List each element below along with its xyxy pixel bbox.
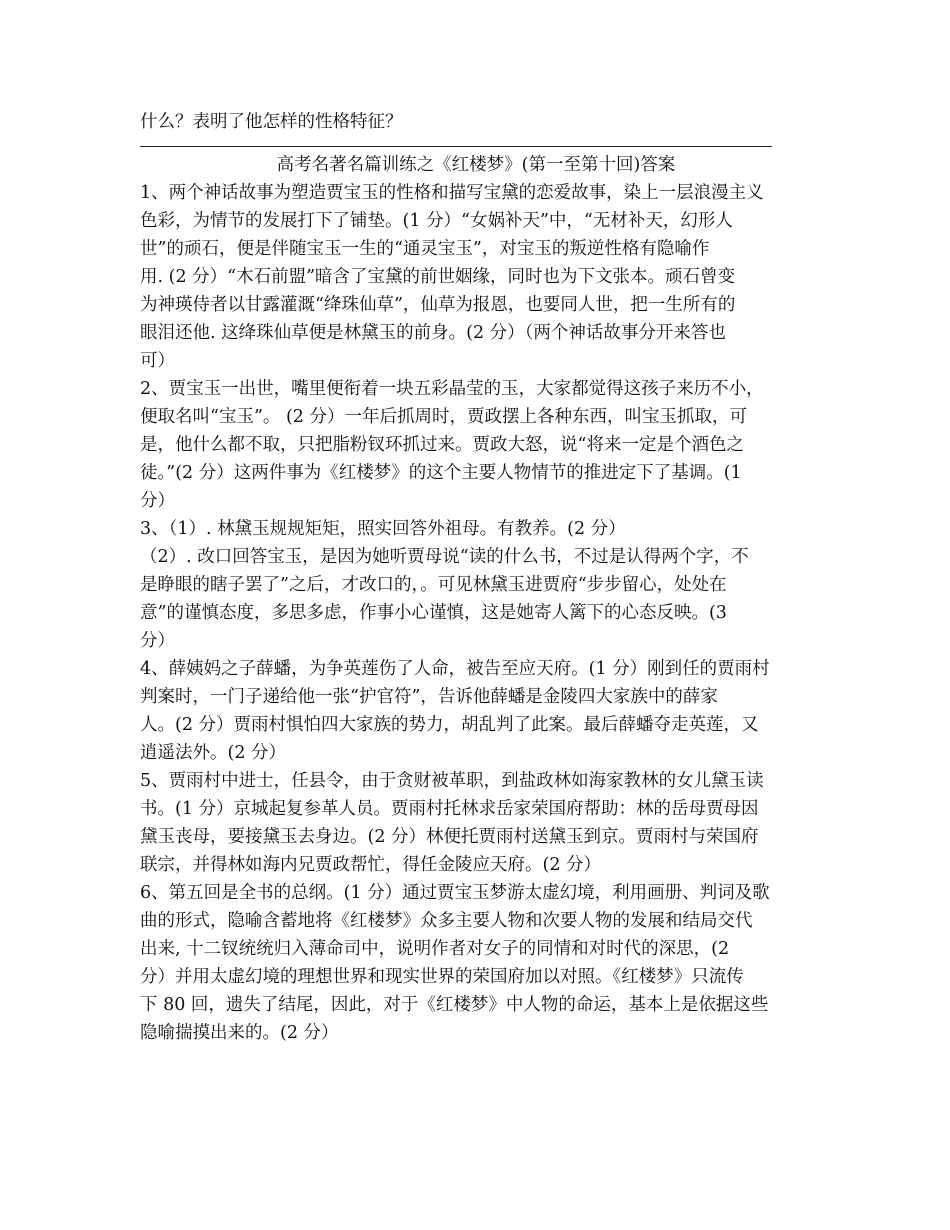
answer-6-line-2: 曲的形式，隐喻含蓄地将《红楼梦》众多主要人物和次要人物的发展和结局交代	[140, 911, 753, 931]
answer-2-line-1: 2、贾宝玉一出世，嘴里便衔着一块五彩晶莹的玉，大家都觉得这孩子来历不小，	[140, 379, 764, 399]
answer-3-line-1: 3、（1）. 林黛玉规规矩矩，照实回答外祖母。有教养。(2 分）	[140, 519, 626, 539]
answer-6-line-6: 隐喻揣摸出来的。(2 分）	[140, 1023, 339, 1043]
answer-4-line-2: 判案时，一门子递给他一张“护官符”，告诉他薛蟠是金陵四大家族中的薛家	[140, 687, 718, 707]
answer-1-line-3: 世”的顽石，便是伴随宝玉一生的“通灵宝玉”，对宝玉的叛逆性格有隐喻作	[140, 239, 710, 259]
answer-5-line-2: 书。(1 分）京城起复参革人员。贾雨村托林求岳家荣国府帮助：林的岳母贾母因	[140, 799, 759, 819]
answer-1-line-6: 眼泪还他. 这绛珠仙草便是林黛玉的前身。(2 分）（两个神话故事分开来答也	[140, 323, 726, 343]
answer-2-line-2: 便取名叫“宝玉”。 (2 分）一年后抓周时，贾政摆上各种东西，叫宝玉抓取，可	[140, 407, 747, 427]
answer-4-line-1: 4、薛姨妈之子薛蟠，为争英莲伤了人命，被告至应天府。(1 分）刚到任的贾雨村	[140, 659, 770, 679]
question-tail: 什么？表明了他怎样的性格特征？	[140, 112, 403, 132]
answer-2-line-5: 分）	[140, 491, 175, 511]
document-body	[140, 108, 812, 1047]
answer-6-line-5: 下 80 回，遗失了结尾，因此，对于《红楼梦》中人物的命运，基本上是依据这些	[140, 995, 769, 1015]
answer-3-line-2: （2）. 改口回答宝玉，是因为她听贾母说“读的什么书，不过是认得两个字，不	[140, 547, 749, 567]
answer-3-line-4: 意”的谨慎态度，多思多虑，作事小心谨慎，这是她寄人篱下的心态反映。(3	[140, 603, 727, 623]
answer-4-line-4: 逍遥法外。(2 分）	[140, 743, 287, 763]
answer-5-line-3: 黛玉丧母，要接黛玉去身边。(2 分）林便托贾雨村送黛玉到京。贾雨村与荣国府	[140, 827, 759, 847]
answer-4-line-3: 人。(2 分）贾雨村惧怕四大家族的势力，胡乱判了此案。最后薛蟠夺走英莲，又	[140, 715, 759, 735]
answer-1-line-5: 为神瑛侍者以甘露灌溉“绛珠仙草”，仙草为报恩，也要同人世，把一生所有的	[140, 295, 736, 315]
answer-1-line-7: 可）	[140, 351, 175, 371]
answer-1-line-1: 1、两个神话故事为塑造贾宝玉的性格和描写宝黛的恋爱故事，染上一层浪漫主义	[140, 183, 764, 203]
answer-line-rule	[140, 146, 772, 147]
answer-6-line-3: 出来, 十二钗统统归入薄命司中，说明作者对女子的同情和对时代的深思，(2	[140, 939, 730, 959]
answer-6-line-4: 分）并用太虚幻境的理想世界和现实世界的荣国府加以对照。《红楼梦》只流传	[140, 967, 744, 987]
answer-2	[140, 375, 812, 515]
answer-5	[140, 767, 812, 879]
answer-title: 高考名著名篇训练之《红楼梦》(第一至第十回)答案	[276, 155, 676, 175]
answer-3	[140, 515, 812, 655]
answer-2-line-4: 徒。”(2 分）这两件事为《红楼梦》的这个主要人物情节的推进定下了基调。(1	[140, 463, 742, 483]
answer-6-line-1: 6、第五回是全书的总纲。(1 分）通过贾宝玉梦游太虚幻境，利用画册、判词及歌	[140, 883, 770, 903]
answer-5-line-1: 5、贾雨村中进士，任县令，由于贪财被革职，到盐政林如海家教林的女儿黛玉读	[140, 771, 764, 791]
answer-2-line-3: 是，他什么都不取，只把脂粉钗环抓过来。贾政大怒，说“将来一定是个酒色之	[140, 435, 744, 455]
answer-6	[140, 879, 812, 1047]
answer-1-line-2: 色彩，为情节的发展打下了铺垫。(1 分）“女娲补天”中，“无材补天，幻形人	[140, 211, 733, 231]
answer-3-line-3: 是睁眼的瞎子罢了”之后，才改口的，。可见林黛玉进贾府“步步留心，处处在	[140, 575, 727, 595]
answer-3-line-5: 分）	[140, 631, 175, 651]
answer-1	[140, 179, 812, 375]
answer-5-line-4: 联宗，并得林如海内兄贾政帮忙，得任金陵应天府。(2 分）	[140, 855, 602, 875]
answer-4	[140, 655, 812, 767]
answer-1-line-4: 用. (2 分）“木石前盟”暗含了宝黛的前世姻缘，同时也为下文张本。顽石曾变	[140, 267, 736, 287]
